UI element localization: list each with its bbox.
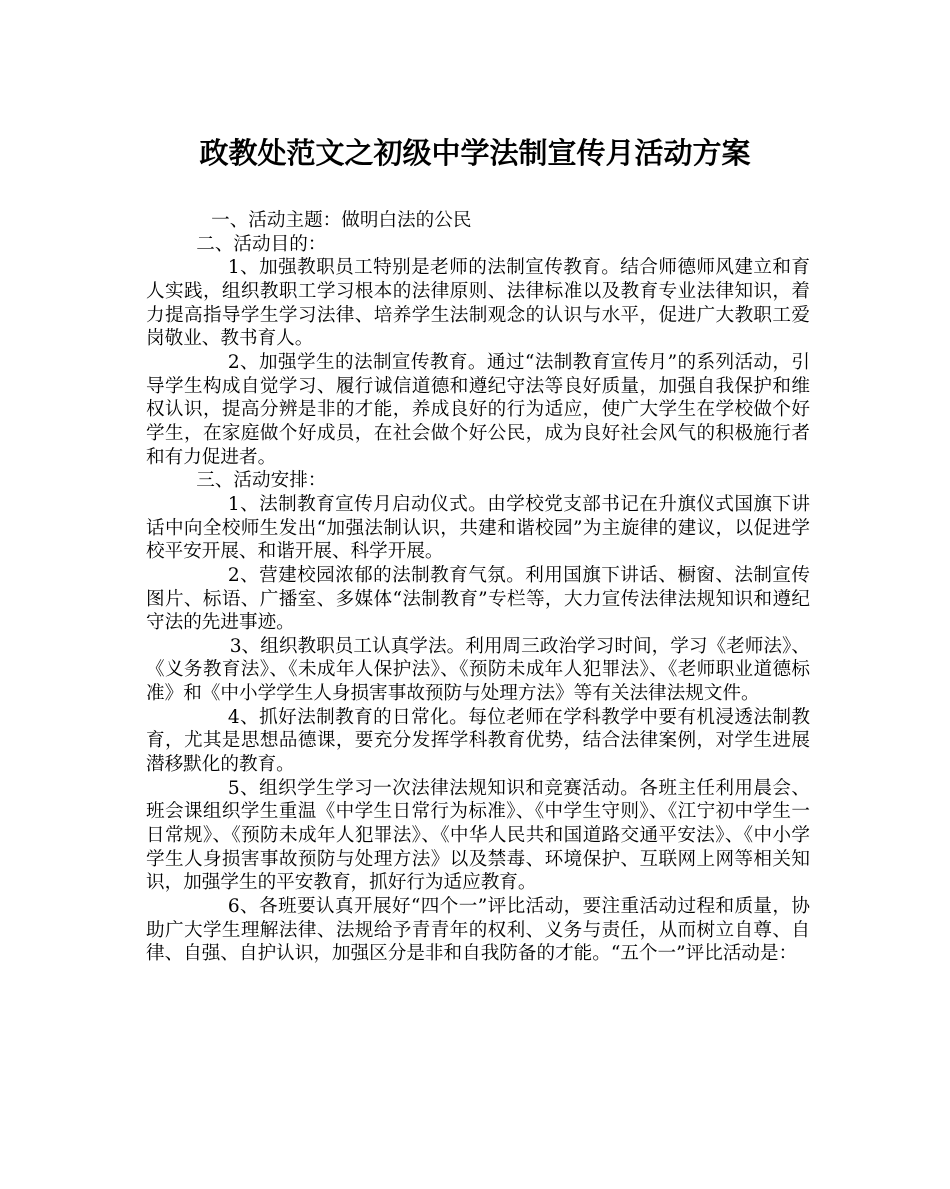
document-title: 政教处范文之初级中学法制宣传月活动方案 bbox=[199, 136, 751, 170]
paragraph-arrangement-4: 4、抓好法制教育的日常化。每位老师在学科教学中要有机浸透法制教育，尤其是思想品德课，要充分发挥学科教育优势，结合法律案例，对学生进展潜移默化的教育。 bbox=[146, 706, 810, 776]
paragraph-purpose-1: 1、加强教职员工特别是老师的法制宣传教育。结合师德师风建立和育人实践，组织教职工学习根本的法律原则、法律标准以及教育专业法律知识，着力提高指导学生学习法律、培养学生法制观念的认识与水平，促进广大教职工爱岗敬业、教书育人。 bbox=[146, 257, 810, 350]
paragraph-arrangement-5: 5、组织学生学习一次法律法规知识和竞赛活动。各班主任利用晨会、班会课组织学生重温《中学生日常行为标准》、《中学生守则》、《江宁初中学生一日常规》、《预防未成年人犯罪法》、《中华人民共和国道路交通平安法》、《中小学学生人身损害事故预防与处理方法》以及禁毒、环境保护、互联网上网等相关知识，加强学生的平安教育，抓好行为适应教育。 bbox=[146, 777, 810, 894]
paragraph-arrangement-3: 3、组织教职员工认真学法。利用周三政治学习时间，学习《老师法》、《义务教育法》、《未成年人保护法》、《预防未成年人犯罪法》、《老师职业道德标准》和《中小学学生人身损害事故预防与处理方法》等有关法律法规文件。 bbox=[146, 635, 810, 705]
document-body bbox=[146, 209, 810, 966]
paragraph-purpose-heading: 二、活动目的： bbox=[196, 233, 327, 255]
paragraph-arrangement-heading: 三、活动安排： bbox=[196, 470, 327, 492]
paragraph-theme: 一、活动主题：做明白法的公民 bbox=[211, 210, 472, 231]
paragraph-arrangement-2: 2、营建校园浓郁的法制教育气氛。利用国旗下讲话、橱窗、法制宣传图片、标语、广播室、多媒体“法制教育”专栏等，大力宣传法律法规知识和遵纪守法的先进事迹。 bbox=[146, 564, 810, 634]
paragraph-arrangement-6: 6、各班要认真开展好“四个一”评比活动，要注重活动过程和质量，协助广大学生理解法律、法规给予青青年的权利、义务与责任，从而树立自尊、自律、自强、自护认识，加强区分是非和自我防备的才能。“五个一”评比活动是： bbox=[146, 896, 810, 965]
paragraph-purpose-2: 2、加强学生的法制宣传教育。通过“法制教育宣传月”的系列活动，引导学生构成自觉学习、履行诚信道德和遵纪守法等良好质量，加强自我保护和维权认识，提高分辨是非的才能，养成良好的行为适应，使广大学生在学校做个好学生，在家庭做个好成员，在社会做个好公民，成为良好社会风气的积极施行者和有力促进者。 bbox=[146, 351, 810, 468]
paragraph-arrangement-1: 1、法制教育宣传月启动仪式。由学校党支部书记在升旗仪式国旗下讲话中向全校师生发出“加强法制认识，共建和谐校园”为主旋律的建议，以促进学校平安开展、和谐开展、科学开展。 bbox=[146, 493, 810, 563]
